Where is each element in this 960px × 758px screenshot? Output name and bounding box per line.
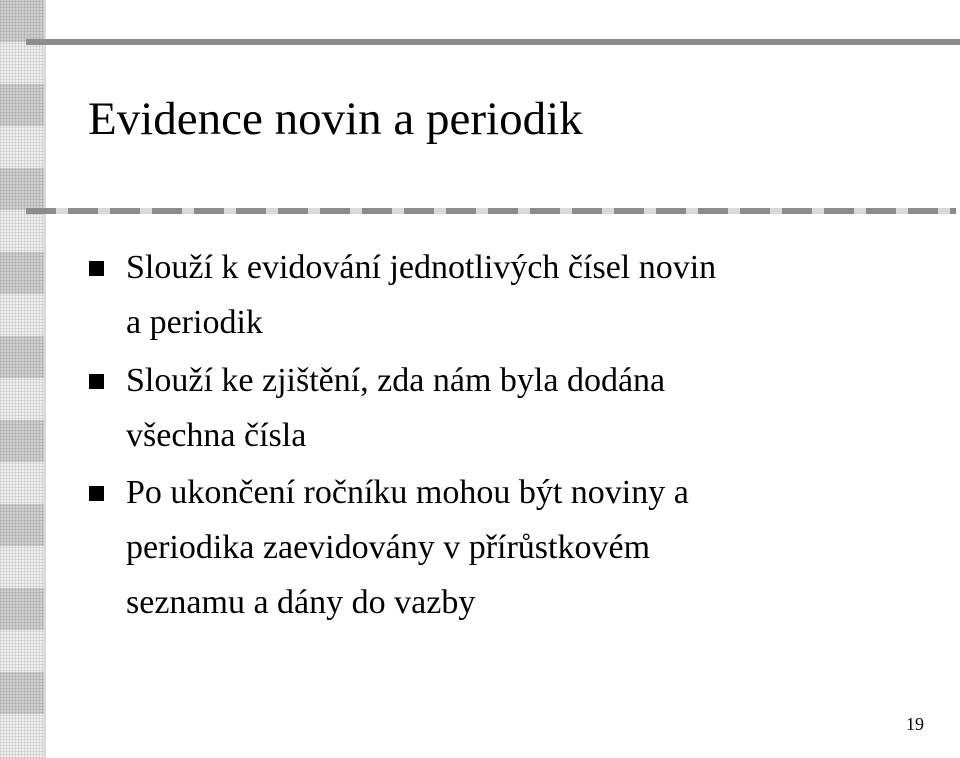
bullet-item-3	[89, 465, 929, 630]
square-bullet-icon	[89, 374, 104, 389]
square-bullet-icon	[89, 261, 104, 276]
bullet-text-3: Po ukončení ročníku mohou být noviny a periodika zaevidovány v přírůstkovém seznamu a dány do vazby	[126, 474, 689, 621]
decorative-side-strip	[0, 0, 44, 758]
bullet-text-1: Slouží k evidování jednotlivých čísel novin a periodik	[126, 249, 717, 341]
side-strip-edge	[44, 0, 46, 758]
bullet-item-1	[89, 240, 929, 350]
square-bullet-icon	[89, 486, 104, 501]
bullet-list	[89, 240, 929, 633]
top-rule	[26, 39, 960, 45]
slide-title: Evidence novin a periodik	[88, 93, 583, 145]
title-divider	[26, 208, 956, 214]
bullet-text-2: Slouží ke zjištění, zda nám byla dodána všechna čísla	[126, 362, 666, 454]
bullet-item-2	[89, 353, 929, 463]
page-number: 19	[906, 714, 924, 734]
